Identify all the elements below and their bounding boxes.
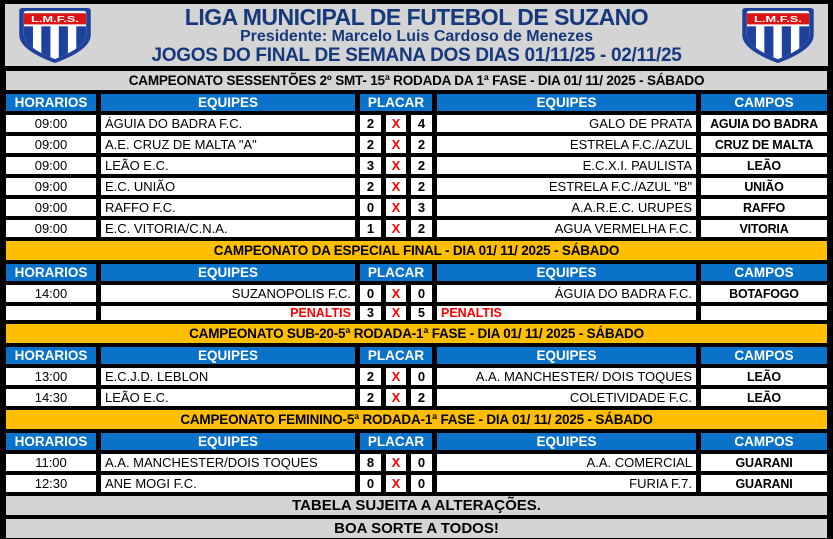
away-score: 2 (410, 219, 433, 238)
away-score: 2 (410, 388, 433, 407)
col-header-placar: PLACAR (359, 263, 433, 282)
section-title-bar: CAMPEONATO SUB-20-5ª RODADA-1ª FASE - DIA 01/ 11/ 2025 - SÁBADO (5, 323, 828, 344)
home-score: 0 (359, 198, 382, 217)
match-time: 13:00 (5, 367, 97, 386)
match-row (5, 135, 828, 154)
match-row (5, 114, 828, 133)
match-row (5, 367, 828, 386)
field-name: LEÃO (700, 156, 828, 175)
home-score: 2 (359, 114, 382, 133)
shield-logo-icon (740, 7, 816, 64)
away-score: 0 (410, 474, 433, 493)
section-title-bar: CAMPEONATO DA ESPECIAL FINAL - DIA 01/ 11/ 2025 - SÁBADO (5, 240, 828, 261)
away-score: 0 (410, 284, 433, 303)
home-team: ÁGUIA DO BADRA F.C. (100, 114, 356, 133)
score-x: X (385, 135, 407, 154)
field-name: VITORIA (700, 219, 828, 238)
home-team: LEÃO E.C. (100, 388, 356, 407)
away-team: AGUA VERMELHA F.C. (436, 219, 697, 238)
sections-host (5, 70, 828, 493)
match-time: 09:00 (5, 114, 97, 133)
score-x: X (385, 114, 407, 133)
match-row (5, 453, 828, 472)
match-time: 14:00 (5, 284, 97, 303)
away-score: 4 (410, 114, 433, 133)
away-team: ESTRELA F.C./AZUL "B" (436, 177, 697, 196)
home-score: 8 (359, 453, 382, 472)
col-header-horarios: HORARIOS (5, 93, 97, 112)
match-row (5, 177, 828, 196)
page-title: LIGA MUNICIPAL DE FUTEBOL DE SUZANO (184, 3, 649, 30)
home-team: E.C. VITORIA/C.N.A. (100, 219, 356, 238)
home-score: 2 (359, 177, 382, 196)
masthead (5, 4, 828, 66)
field-name: GUARANI (700, 474, 828, 493)
col-header-horarios: HORARIOS (5, 432, 97, 451)
score-x: X (385, 367, 407, 386)
championship-section (5, 70, 828, 238)
lmfs-logo-right (728, 7, 828, 64)
away-score: 2 (410, 135, 433, 154)
match-row (5, 284, 828, 303)
col-header-equipes-away: EQUIPES (436, 263, 697, 282)
weekend-line: JOGOS DO FINAL DE SEMANA DOS DIAS 01/11/25 - 02/11/25 (151, 44, 682, 66)
match-time: 09:00 (5, 198, 97, 217)
president-line: Presidente: Marcelo Luis Cardoso de Menezes (240, 27, 593, 45)
home-score: 2 (359, 367, 382, 386)
field-name: AGUIA DO BADRA (700, 114, 828, 133)
match-time: 09:00 (5, 156, 97, 175)
masthead-text (105, 5, 728, 66)
field-name: CRUZ DE MALTA (700, 135, 828, 154)
match-row (5, 388, 828, 407)
home-score: 0 (359, 284, 382, 303)
col-header-campos: CAMPOS (700, 93, 828, 112)
away-score: 2 (410, 177, 433, 196)
score-x: X (385, 474, 407, 493)
match-row (5, 305, 828, 321)
section-rows (5, 114, 828, 238)
field-name (700, 305, 828, 321)
col-header-placar: PLACAR (359, 346, 433, 365)
match-time: 09:00 (5, 177, 97, 196)
field-name: GUARANI (700, 453, 828, 472)
away-team: E.C.X.I. PAULISTA (436, 156, 697, 175)
score-x: X (385, 284, 407, 303)
col-header-placar: PLACAR (359, 93, 433, 112)
table-header-row (5, 263, 828, 282)
col-header-campos: CAMPOS (700, 346, 828, 365)
field-name: BOTAFOGO (700, 284, 828, 303)
section-rows (5, 453, 828, 493)
footer-note-alterations: TABELA SUJEITA A ALTERAÇÕES. (5, 495, 828, 516)
home-score: 3 (359, 305, 382, 321)
col-header-equipes-away: EQUIPES (436, 432, 697, 451)
table-header-row (5, 93, 828, 112)
away-score: 5 (410, 305, 433, 321)
away-team: ESTRELA F.C./AZUL (436, 135, 697, 154)
score-x: X (385, 177, 407, 196)
championship-section (5, 240, 828, 321)
home-team: A.A. MANCHESTER/DOIS TOQUES (100, 453, 356, 472)
away-team: PENALTIS (436, 305, 697, 321)
col-header-campos: CAMPOS (700, 432, 828, 451)
away-team: FURIA F.7. (436, 474, 697, 493)
col-header-equipes-home: EQUIPES (100, 93, 356, 112)
table-header-row (5, 432, 828, 451)
home-score: 1 (359, 219, 382, 238)
home-team: LEÃO E.C. (100, 156, 356, 175)
score-x: X (385, 219, 407, 238)
championship-section (5, 409, 828, 493)
col-header-equipes-home: EQUIPES (100, 346, 356, 365)
match-time: 11:00 (5, 453, 97, 472)
away-team: ÁGUIA DO BADRA F.C. (436, 284, 697, 303)
section-title-bar: CAMPEONATO FEMININO-5ª RODADA-1ª FASE - DIA 01/ 11/ 2025 - SÁBADO (5, 409, 828, 430)
score-x: X (385, 305, 407, 321)
away-score: 0 (410, 453, 433, 472)
col-header-equipes-home: EQUIPES (100, 432, 356, 451)
match-time: 12:30 (5, 474, 97, 493)
home-team: RAFFO F.C. (100, 198, 356, 217)
championship-section (5, 323, 828, 407)
section-rows (5, 367, 828, 407)
col-header-horarios: HORARIOS (5, 263, 97, 282)
col-header-equipes-away: EQUIPES (436, 346, 697, 365)
score-x: X (385, 388, 407, 407)
away-score: 2 (410, 156, 433, 175)
col-header-equipes-home: EQUIPES (100, 263, 356, 282)
home-score: 2 (359, 135, 382, 154)
home-team: SUZANOPOLIS F.C. (100, 284, 356, 303)
away-team: A.A.R.E.C. URUPES (436, 198, 697, 217)
match-time: 09:00 (5, 219, 97, 238)
logo-text: L.M.F.S. (753, 14, 803, 24)
field-name: LEÃO (700, 388, 828, 407)
match-row (5, 219, 828, 238)
home-score: 2 (359, 388, 382, 407)
match-row (5, 156, 828, 175)
score-x: X (385, 453, 407, 472)
lmfs-logo-left (5, 7, 105, 64)
col-header-equipes-away: EQUIPES (436, 93, 697, 112)
match-row (5, 474, 828, 493)
shield-logo-icon (17, 7, 93, 64)
table-header-row (5, 346, 828, 365)
away-team: A.A. MANCHESTER/ DOIS TOQUES (436, 367, 697, 386)
match-time (5, 305, 97, 321)
away-team: A.A. COMERCIAL (436, 453, 697, 472)
field-name: RAFFO (700, 198, 828, 217)
match-time: 14:30 (5, 388, 97, 407)
home-team: A.E. CRUZ DE MALTA "A" (100, 135, 356, 154)
field-name: LEÃO (700, 367, 828, 386)
col-header-placar: PLACAR (359, 432, 433, 451)
score-x: X (385, 156, 407, 175)
col-header-horarios: HORARIOS (5, 346, 97, 365)
match-time: 09:00 (5, 135, 97, 154)
away-team: GALO DE PRATA (436, 114, 697, 133)
col-header-campos: CAMPOS (700, 263, 828, 282)
away-score: 0 (410, 367, 433, 386)
score-x: X (385, 198, 407, 217)
footer-note-goodluck: BOA SORTE A TODOS! (5, 518, 828, 539)
home-team: E.C.J.D. LEBLON (100, 367, 356, 386)
away-team: COLETIVIDADE F.C. (436, 388, 697, 407)
home-team: PENALTIS (100, 305, 356, 321)
logo-text: L.M.F.S. (30, 14, 80, 24)
home-team: E.C. UNIÃO (100, 177, 356, 196)
section-title-bar: CAMPEONATO SESSENTÕES 2º SMT- 15ª RODADA DA 1ª FASE - DIA 01/ 11/ 2025 - SÁBADO (5, 70, 828, 91)
home-score: 0 (359, 474, 382, 493)
home-score: 3 (359, 156, 382, 175)
away-score: 3 (410, 198, 433, 217)
home-team: ANE MOGI F.C. (100, 474, 356, 493)
field-name: UNIÃO (700, 177, 828, 196)
match-row (5, 198, 828, 217)
section-rows (5, 284, 828, 321)
